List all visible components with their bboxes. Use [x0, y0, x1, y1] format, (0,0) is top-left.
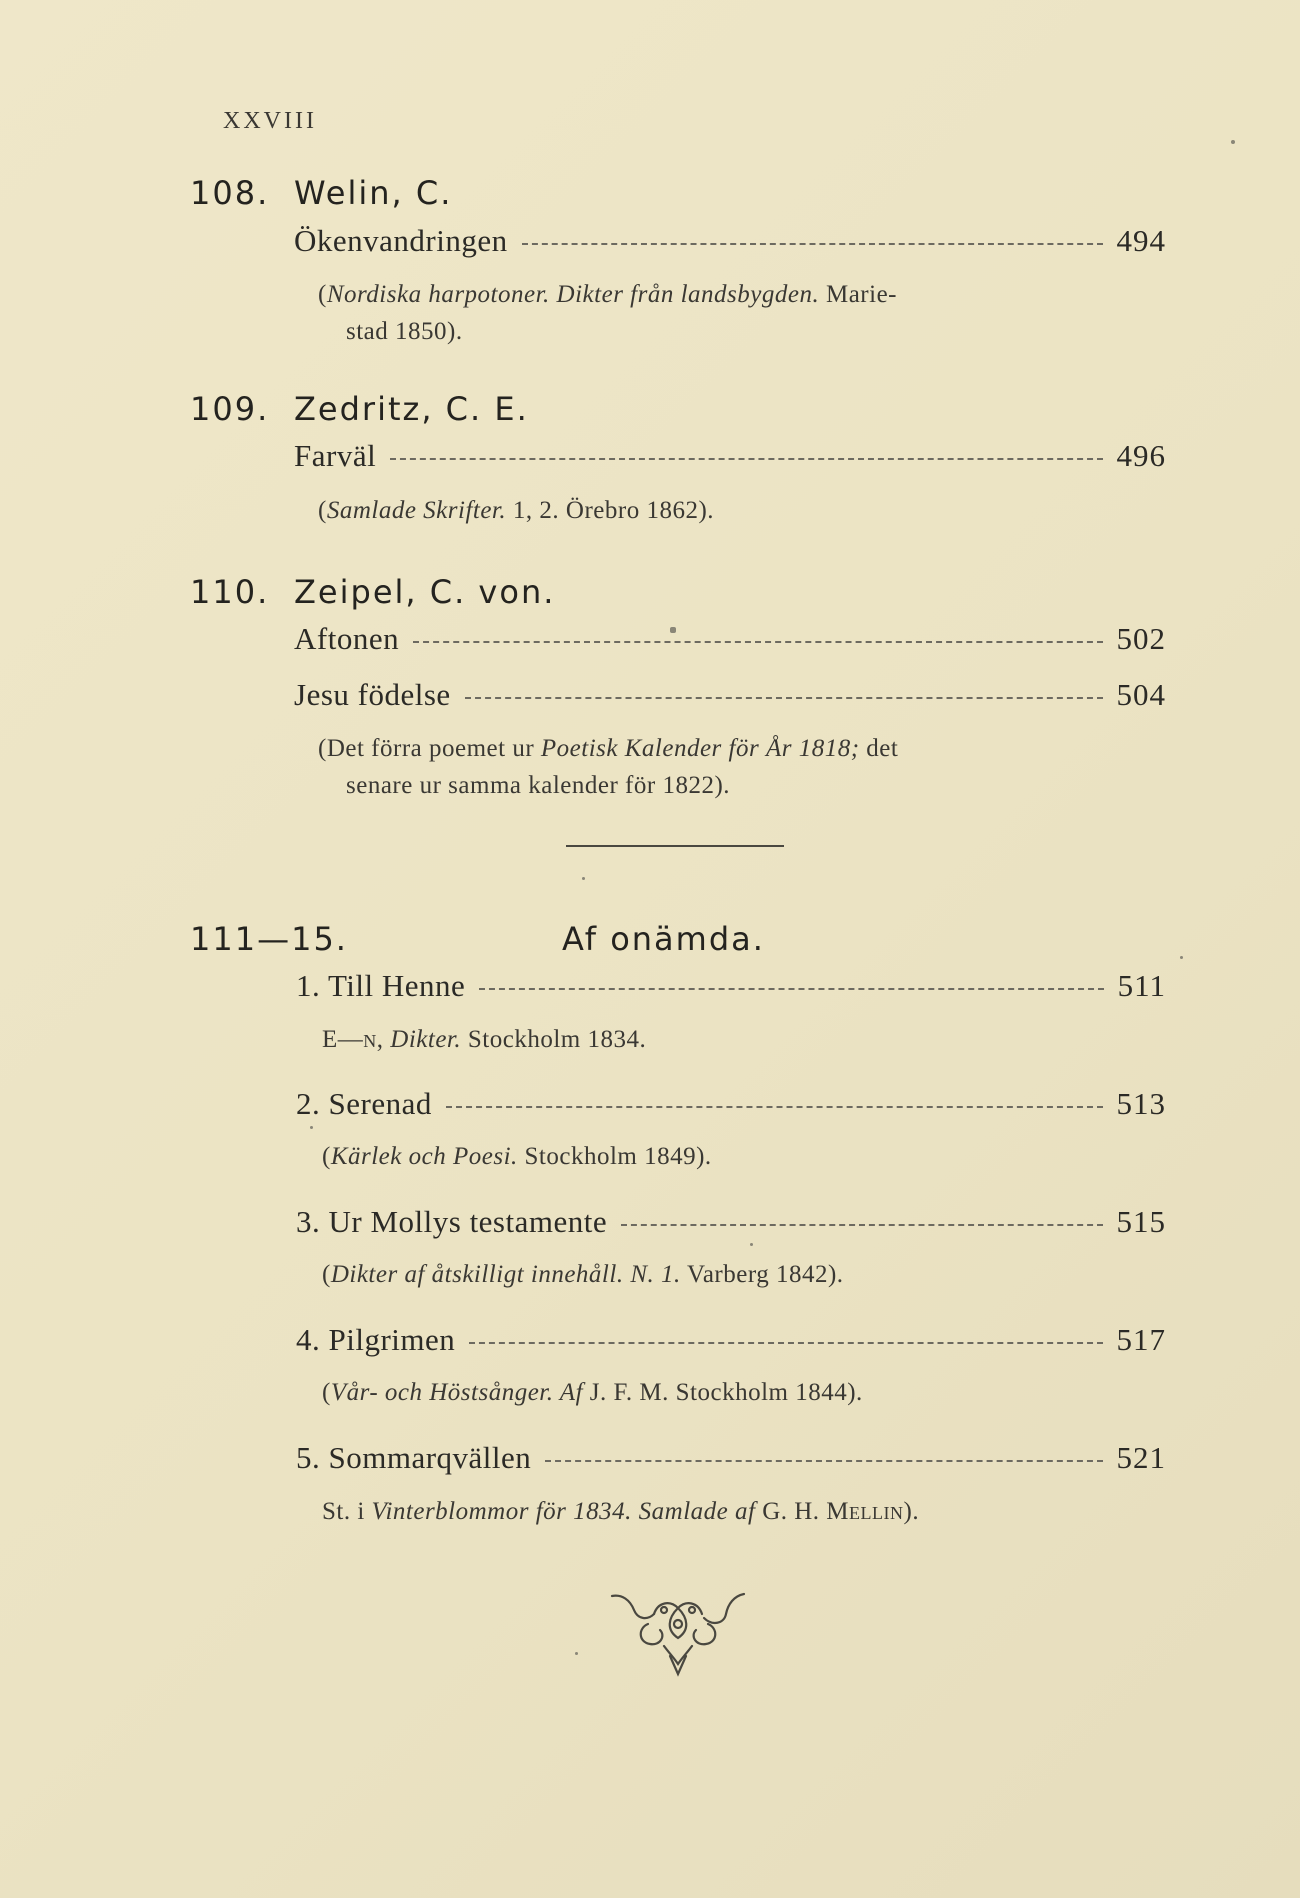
entry-page: 513 [1116, 1086, 1166, 1121]
entry-title: 4. Pilgrimen [296, 1322, 456, 1357]
source-note: St. i Vinterblommor för 1834. Samlade af G. H. Mellin). [322, 1498, 920, 1525]
paper-speck [310, 1126, 313, 1129]
dot-leader [545, 1458, 1102, 1462]
paper-speck [1231, 140, 1235, 144]
entry-page: 511 [1117, 968, 1166, 1003]
section-number: 111—15. [190, 920, 348, 958]
entry-page: 494 [1116, 223, 1166, 258]
section-heading-109 [190, 390, 529, 428]
section-heading-111-15 [190, 920, 765, 958]
toc-entry [296, 1086, 1166, 1122]
entry-title: 1. Till Henne [296, 968, 466, 1003]
toc-entry [296, 1440, 1166, 1476]
source-note: (Samlade Skrifter. 1, 2. Örebro 1862). [318, 497, 715, 524]
section-number: 110. [190, 573, 270, 611]
dot-leader [413, 639, 1102, 643]
toc-entry [294, 438, 1166, 474]
section-number: 108. [190, 174, 270, 212]
author-name: Zedritz, C. E. [294, 390, 529, 428]
source-note: E—n, Dikter. Stockholm 1834. [322, 1026, 647, 1053]
author-name: Welin, C. [294, 174, 453, 212]
page-number: XXVIII [223, 108, 317, 134]
section-number: 109. [190, 390, 270, 428]
dot-leader [465, 695, 1103, 699]
source-note: (Det förra poemet ur Poetisk Kalender för År 1818; det senare ur samma kalender för 1822). [318, 735, 899, 799]
source-note: (Vår- och Höstsånger. Af J. F. M. Stockholm 1844). [322, 1379, 863, 1406]
dot-leader [446, 1104, 1103, 1108]
entry-title: Aftonen [294, 621, 400, 656]
entry-page: 496 [1116, 438, 1166, 473]
entry-page: 521 [1116, 1440, 1166, 1475]
dot-leader [479, 986, 1103, 990]
entry-page: 517 [1116, 1322, 1166, 1357]
toc-entry [294, 677, 1166, 713]
entry-page: 515 [1116, 1204, 1166, 1239]
toc-entry [294, 223, 1166, 259]
fleuron-ornament-icon [608, 1590, 748, 1682]
source-note: (Dikter af åtskilligt innehåll. N. 1. Varberg 1842). [322, 1261, 844, 1288]
entry-page: 504 [1116, 677, 1166, 712]
toc-entry [296, 968, 1166, 1004]
section-divider [566, 845, 784, 847]
entry-title: Jesu födelse [294, 677, 451, 712]
paper-speck [670, 627, 676, 633]
paper-speck [750, 1243, 753, 1246]
entry-title: Farväl [294, 438, 377, 473]
source-note: (Nordiska harpotoner. Dikter från landsbygden. Marie- stad 1850). [318, 281, 897, 345]
toc-entry [296, 1322, 1166, 1358]
dot-leader [522, 241, 1103, 245]
entry-page: 502 [1116, 621, 1166, 656]
section-heading-108 [190, 174, 452, 212]
toc-entry [294, 621, 1166, 657]
dot-leader [469, 1340, 1102, 1344]
author-name: Af onämda. [562, 920, 765, 958]
toc-entry [296, 1204, 1166, 1240]
paper-speck [582, 877, 585, 880]
dot-leader [390, 456, 1102, 460]
section-heading-110 [190, 573, 555, 611]
source-note: (Kärlek och Poesi. Stockholm 1849). [322, 1143, 712, 1170]
author-name: Zeipel, C. von. [294, 573, 556, 611]
paper-speck [575, 1652, 578, 1655]
entry-title: 5. Sommarqvällen [296, 1440, 532, 1475]
paper-speck [1180, 956, 1183, 959]
entry-title: 2. Serenad [296, 1086, 432, 1121]
dot-leader [621, 1222, 1102, 1226]
entry-title: 3. Ur Mollys testamente [296, 1204, 608, 1239]
entry-title: Ökenvandringen [294, 223, 508, 258]
